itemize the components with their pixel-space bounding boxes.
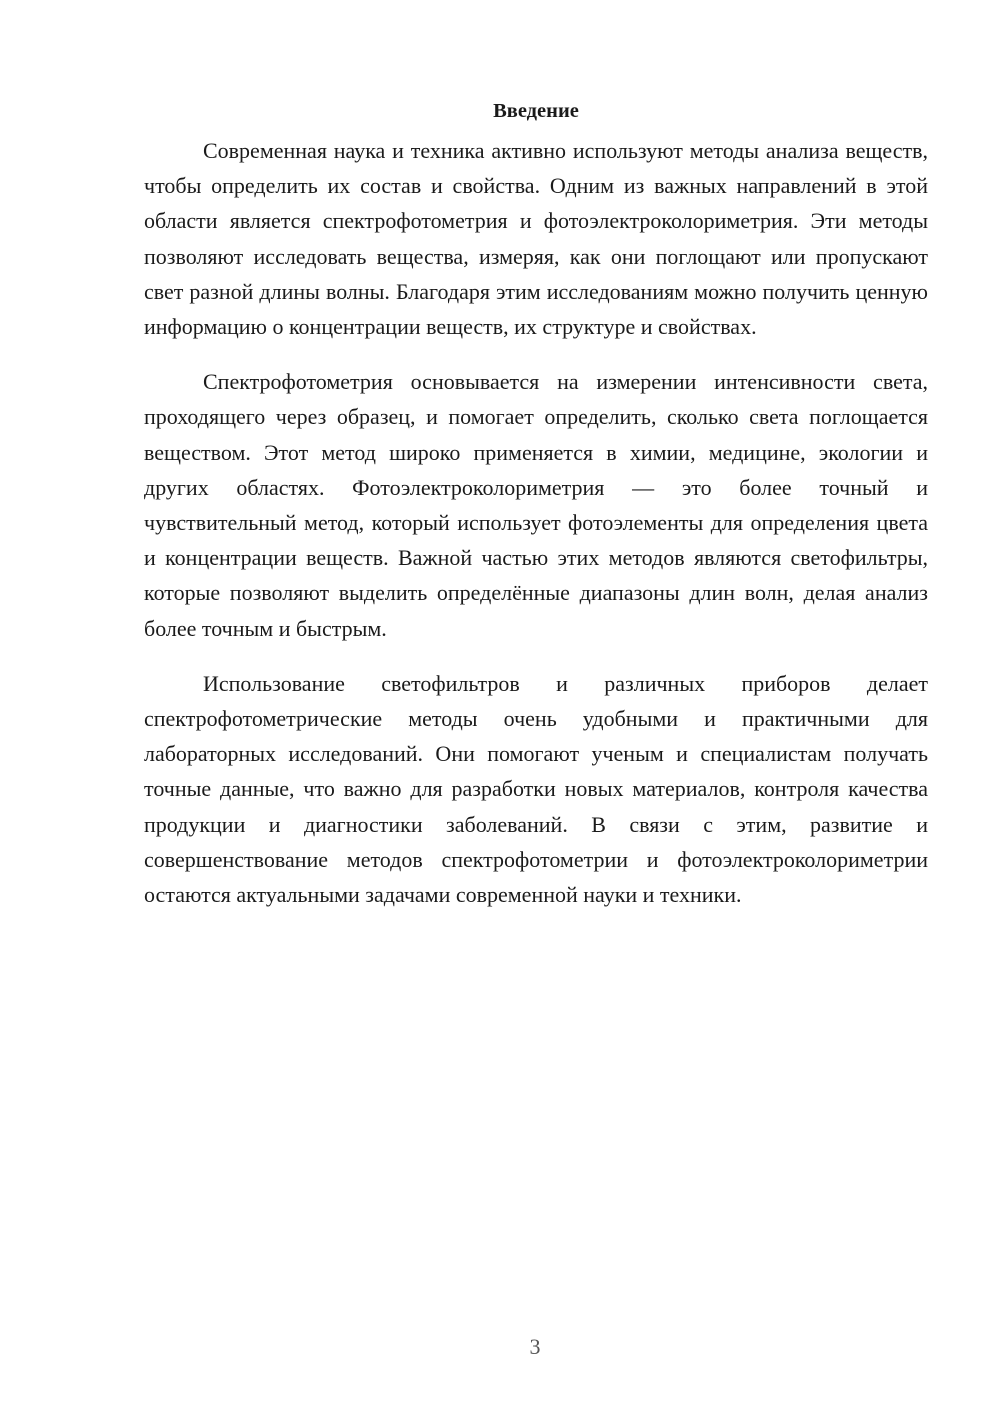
section-heading: Введение <box>493 100 579 122</box>
paragraph-2: Спектрофотометрия основывается на измерении интенсивности света, проходящего через образец, и помогает определить, сколько света поглощается веществом. Этот метод широко применяется в химии, медицине, экологии и других областях. Фотоэлектроколориметрия — это более точный и чувствительный метод, который использует фотоэлементы для определения цвета и концентрации веществ. Важной частью этих методов являются светофильтры, которые позволяют выделить определённые диапазоны длин волн, делая анализ более точным и быстрым. <box>144 369 928 641</box>
paragraph-3: Использование светофильтров и различных приборов делает спектрофотометрические методы очень удобными и практичными для лабораторных исследований. Они помогают ученым и специалистам получать точные данные, что важно для разработки новых материалов, контроля качества продукции и диагностики заболеваний. В связи с этим, развитие и совершенствование методов спектрофотометрии и фотоэлектроколориметрии остаются актуальными задачами современной науки и техники. <box>144 670 928 908</box>
page-number: 3 <box>529 1334 541 1359</box>
paragraph-1: Современная наука и техника активно используют методы анализа веществ, чтобы определить их состав и свойства. Одним из важных направлений в этой области является спектрофотометрия и фотоэлектроколориметрия. Эти методы позволяют исследовать вещества, измеряя, как они поглощают или пропускают свет разной длины волны. Благодаря этим исследованиям можно получить ценную информацию о концентрации веществ, их структуре и свойствах. <box>144 138 928 340</box>
page-body <box>144 93 928 912</box>
